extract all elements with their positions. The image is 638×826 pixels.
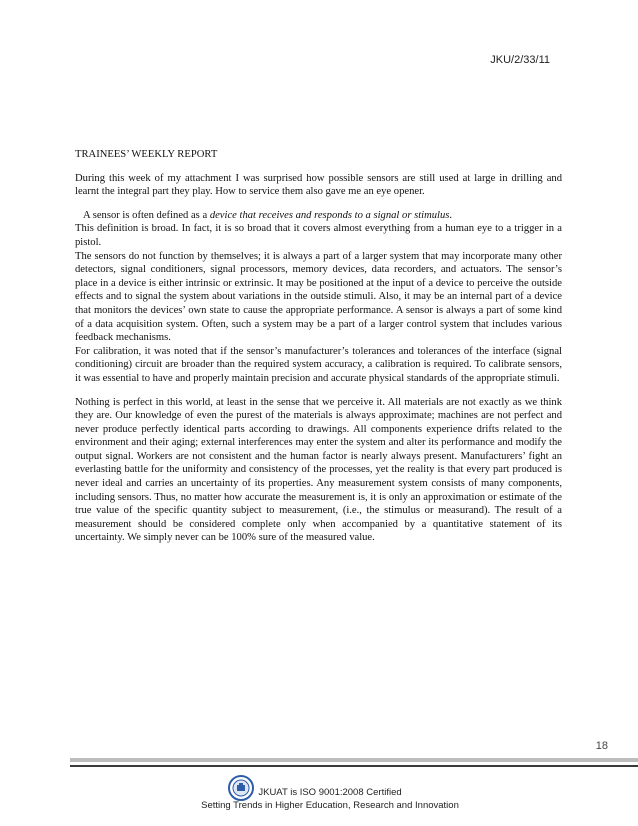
footer-tagline: Setting Trends in Higher Education, Research and Innovation [201,800,459,811]
report-title: TRAINEES’ WEEKLY REPORT [75,149,218,160]
page-number: 18 [595,740,608,752]
report-body [75,148,562,545]
nothing-perfect-paragraph: Nothing is perfect in this world, at least in the sense that we perceive it. All materials are not exactly as we think they are. Our knowledge of even the purest of the materials is always approximate; machines are not perfect and never produce perfectly identical parts according to drawings. All components experience drifts related to the environment and their aging; external interferences may enter the system and alter its performance and modify the output signal. Workers are not consistent and the human factor is nearly always present. Manufacturers’ fight an everlasting battle for the uniformity and consistency of the processes, yet the reality is that every part produced is never ideal and carries an uncertainty of its properties. Any measurement system consists of many components, including sensors. Thus, no matter how accurate the measurement is, it is only an approximation or estimate of the true value of the specific quantity subject to measurement, (i.e., the stimulus or measurand). The result of a measurement should be considered complete only when accompanied by a quantitative statement of its uncertainty. We simply never can be 100% sure of the measured value. [75,396,562,544]
document-reference: JKU/2/33/11 [490,54,550,66]
footer-rule-dark [70,765,638,767]
definition-prefix: A sensor is often defined as a [83,209,210,221]
footer-certification: JKUAT is ISO 9001:2008 Certified [258,787,402,798]
definition-italic: device that receives and responds to a signal or stimulus [209,209,450,221]
calibration-paragraph: For calibration, it was noted that if the sensor’s manufacturer’s tolerances and tolerances of the interface (signal conditioning) circuit are broader than the required system accuracy, a calibration is required. To calibrate sensors, it was essential to have and properly maintain precision and accurate physical standards of the appropriate stimuli. [75,345,562,384]
intro-paragraph: During this week of my attachment I was surprised how possible sensors are still used at large in drilling and learnt the integral part they play. How to service them also gave me an eye opener. [75,172,562,198]
definition-suffix: . [449,209,453,221]
footer-rule-gray [70,758,638,762]
sensors-paragraph: The sensors do not function by themselves; it is always a part of a larger system that may incorporate many other detectors, signal conditioners, signal processors, memory devices, data recorders, and actuators. The sensor’s place in a device is either intrinsic or extrinsic. It may be positioned at the input of a device to perceive the outside effects and to signal the system about variations in the outside stimuli. Also, it may be an internal part of a device that monitors the devices’ own state to cause the appropriate performance. A sensor is always a part of some kind of a data acquisition system. Often, such a system may be a part of a larger control system that includes various feedback mechanisms. [75,250,562,344]
definition-paragraph [75,209,562,223]
broad-paragraph: This definition is broad. In fact, it is so broad that it covers almost everything from a human eye to a trigger in a pistol. [75,223,562,248]
